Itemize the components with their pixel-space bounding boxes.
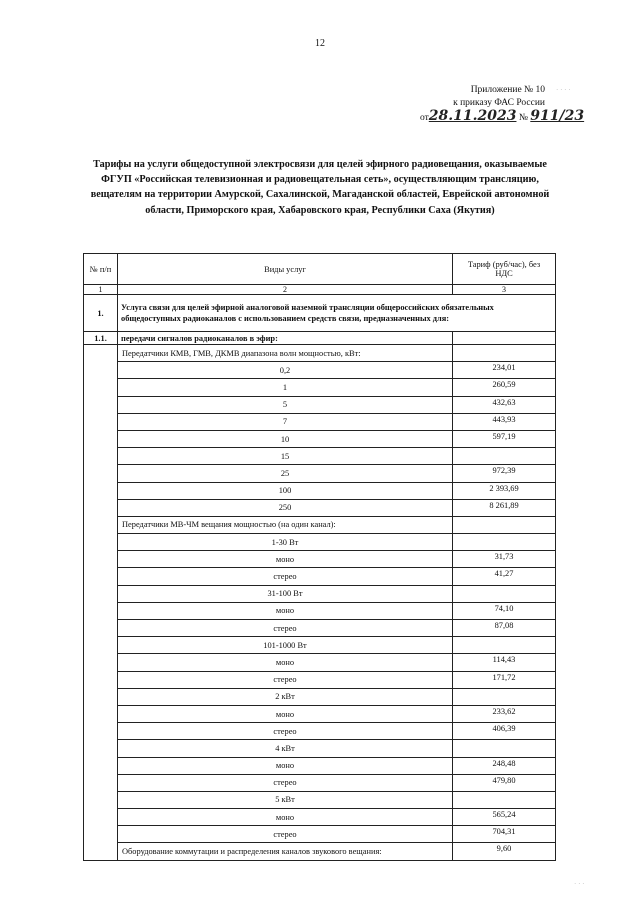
blank-num-cell xyxy=(84,534,118,551)
fm-mono-row-tariff: 114,43 xyxy=(453,654,556,671)
fm-mono-row-label: моно xyxy=(118,551,453,568)
fm-mono-row-label: моно xyxy=(118,757,453,774)
document-title: Тарифы на услуги общедоступной электросвязи для целей эфирного радиовещания, оказываемые ФГУП «Российская телевизионная и радиовещательная сеть», осуществляющим трансляцию, вещателям на территории Амурской, Сахалинской, Магаданской областей, Еврейской автономной области, Приморского края, Хабаровского края, Республики Саха (Якутия) xyxy=(90,159,550,216)
fm-stereo-row xyxy=(84,671,556,688)
blank-num-cell xyxy=(84,602,118,619)
fm-range-row xyxy=(84,637,556,654)
blank-num-cell xyxy=(84,499,118,516)
blank-num-cell xyxy=(84,568,118,585)
blank-num-cell xyxy=(84,620,118,637)
kmv-power-row xyxy=(84,379,556,396)
fm-mono-row-tariff: 74,10 xyxy=(453,602,556,619)
switching-equipment-row-tariff: 9,60 xyxy=(453,843,556,860)
fm-mono-row-label: моно xyxy=(118,654,453,671)
blank-num-cell xyxy=(84,809,118,826)
blank-num-cell xyxy=(84,637,118,654)
kmv-power-row-tariff xyxy=(453,448,556,465)
fm-range-row xyxy=(84,740,556,757)
fm-mono-row-tariff: 565,24 xyxy=(453,809,556,826)
fm-mono-row xyxy=(84,809,556,826)
section-1-number: 1. xyxy=(84,295,118,332)
fm-group-label-row xyxy=(84,516,556,533)
fm-mono-row xyxy=(84,602,556,619)
fm-mono-row-tariff: 248,48 xyxy=(453,757,556,774)
section-1-text: Услуга связи для целей эфирной аналоговой наземной трансляции общероссийских обязательных общедоступных радиоканалов с использованием средств связи, предназначенных для: xyxy=(118,295,556,332)
fm-mono-row-label: моно xyxy=(118,809,453,826)
fm-range-row xyxy=(84,585,556,602)
fm-stereo-row xyxy=(84,568,556,585)
fm-stereo-row-tariff: 704,31 xyxy=(453,826,556,843)
blank-num-cell xyxy=(84,826,118,843)
fm-range-row xyxy=(84,534,556,551)
blank-num-cell xyxy=(84,688,118,705)
fm-stereo-row-tariff: 479,80 xyxy=(453,774,556,791)
appendix-line-1: Приложение № 10 xyxy=(470,85,545,95)
fm-range-row-tariff xyxy=(453,688,556,705)
blank-num-cell xyxy=(84,396,118,413)
order-date-line xyxy=(420,108,585,125)
blank-num-cell xyxy=(84,723,118,740)
fm-stereo-row xyxy=(84,826,556,843)
fm-stereo-row-label: стерео xyxy=(118,671,453,688)
index-cell-3: 3 xyxy=(453,285,556,295)
kmv-group-label-row-tariff xyxy=(453,345,556,362)
fm-stereo-row-label: стерео xyxy=(118,723,453,740)
fm-mono-row-label: моно xyxy=(118,705,453,722)
fm-stereo-row-tariff: 41,27 xyxy=(453,568,556,585)
fm-range-row xyxy=(84,791,556,808)
fm-range-row-label: 101-1000 Вт xyxy=(118,637,453,654)
fm-stereo-row xyxy=(84,774,556,791)
kmv-power-row-label: 10 xyxy=(118,430,453,447)
kmv-group-label-row-label: Передатчики КМВ, ГМВ, ДКМВ диапазона волн мощностью, кВт: xyxy=(118,345,453,362)
page-number: 12 xyxy=(315,38,325,49)
blank-num-cell xyxy=(84,654,118,671)
blank-num-cell xyxy=(84,757,118,774)
kmv-power-row-label: 25 xyxy=(118,465,453,482)
blank-num-cell xyxy=(84,705,118,722)
index-cell-2: 2 xyxy=(118,285,453,295)
fm-mono-row-tariff: 31,73 xyxy=(453,551,556,568)
order-date-handwritten: 28.11.2023 xyxy=(428,108,517,124)
kmv-power-row-label: 250 xyxy=(118,499,453,516)
blank-num-cell xyxy=(84,379,118,396)
fm-range-row-tariff xyxy=(453,585,556,602)
appendix-line-2: к приказу ФАС России xyxy=(453,98,545,108)
appendix-block xyxy=(420,84,585,125)
fm-mono-row-label: моно xyxy=(118,602,453,619)
kmv-power-row-label: 0,2 xyxy=(118,362,453,379)
blank-num-cell xyxy=(84,551,118,568)
kmv-power-row xyxy=(84,448,556,465)
fm-range-row-label: 2 кВт xyxy=(118,688,453,705)
kmv-power-row-tariff: 8 261,89 xyxy=(453,499,556,516)
blank-num-cell xyxy=(84,791,118,808)
fm-stereo-row-label: стерео xyxy=(118,774,453,791)
kmv-power-row-label: 5 xyxy=(118,396,453,413)
fm-range-row-tariff xyxy=(453,740,556,757)
fm-range-row xyxy=(84,688,556,705)
section-1-1-number: 1.1. xyxy=(84,332,118,345)
blank-num-cell xyxy=(84,774,118,791)
fm-range-row-label: 31-100 Вт xyxy=(118,585,453,602)
fm-mono-row xyxy=(84,654,556,671)
tariff-table xyxy=(83,253,556,861)
fm-range-row-label: 5 кВт xyxy=(118,791,453,808)
blank-num-cell xyxy=(84,448,118,465)
fm-group-label-row-label: Передатчики МВ-ЧМ вещания мощностью (на один канал): xyxy=(118,516,453,533)
kmv-power-row xyxy=(84,396,556,413)
index-cell-1: 1 xyxy=(84,285,118,295)
blank-num-cell xyxy=(84,585,118,602)
blank-num-cell xyxy=(84,413,118,430)
blank-num-cell xyxy=(84,671,118,688)
blank-num-cell xyxy=(84,345,118,362)
section-1-row xyxy=(84,295,556,332)
switching-equipment-row-label: Оборудование коммутации и распределения каналов звукового вещания: xyxy=(118,843,453,860)
blank-num-cell xyxy=(84,430,118,447)
order-from-prefix: от xyxy=(420,113,429,123)
section-1-1-tariff-empty xyxy=(453,332,556,345)
kmv-power-row xyxy=(84,499,556,516)
kmv-power-row xyxy=(84,362,556,379)
kmv-power-row-tariff: 972,39 xyxy=(453,465,556,482)
scan-noise-mark: · · · · xyxy=(556,86,571,94)
fm-range-row-tariff xyxy=(453,791,556,808)
kmv-power-row-label: 1 xyxy=(118,379,453,396)
blank-num-cell xyxy=(84,516,118,533)
fm-stereo-row-tariff: 87,08 xyxy=(453,620,556,637)
kmv-power-row-label: 15 xyxy=(118,448,453,465)
kmv-power-row-label: 7 xyxy=(118,413,453,430)
kmv-power-row-tariff: 234,01 xyxy=(453,362,556,379)
kmv-group-label-row xyxy=(84,345,556,362)
fm-mono-row xyxy=(84,705,556,722)
blank-num-cell xyxy=(84,843,118,860)
fm-group-label-row-tariff xyxy=(453,516,556,533)
kmv-power-row xyxy=(84,413,556,430)
fm-stereo-row xyxy=(84,620,556,637)
kmv-power-row xyxy=(84,482,556,499)
table-index-row xyxy=(84,285,556,295)
fm-mono-row-tariff: 233,62 xyxy=(453,705,556,722)
kmv-power-row-tariff: 443,93 xyxy=(453,413,556,430)
fm-mono-row xyxy=(84,551,556,568)
kmv-power-row-tariff: 597,19 xyxy=(453,430,556,447)
fm-range-row-label: 1-30 Вт xyxy=(118,534,453,551)
fm-stereo-row xyxy=(84,723,556,740)
fm-stereo-row-label: стерео xyxy=(118,568,453,585)
fm-stereo-row-tariff: 406,39 xyxy=(453,723,556,740)
fm-stereo-row-tariff: 171,72 xyxy=(453,671,556,688)
table-header-row xyxy=(84,254,556,285)
kmv-power-row-tariff: 260,59 xyxy=(453,379,556,396)
kmv-power-row xyxy=(84,465,556,482)
section-1-1-row xyxy=(84,332,556,345)
section-1-1-text: передачи сигналов радиоканалов в эфир: xyxy=(118,332,453,345)
blank-num-cell xyxy=(84,362,118,379)
scan-noise-mark: · · · xyxy=(574,880,585,888)
switching-equipment-row xyxy=(84,843,556,860)
kmv-power-row xyxy=(84,430,556,447)
order-number-prefix: № xyxy=(518,113,528,123)
header-tariff: Тариф (руб/час), без НДС xyxy=(453,254,556,285)
kmv-power-row-label: 100 xyxy=(118,482,453,499)
fm-range-row-tariff xyxy=(453,637,556,654)
fm-stereo-row-label: стерео xyxy=(118,620,453,637)
header-service: Виды услуг xyxy=(118,254,453,285)
fm-range-row-label: 4 кВт xyxy=(118,740,453,757)
blank-num-cell xyxy=(84,465,118,482)
fm-stereo-row-label: стерео xyxy=(118,826,453,843)
header-num: № п/п xyxy=(84,254,118,285)
kmv-power-row-tariff: 432,63 xyxy=(453,396,556,413)
fm-range-row-tariff xyxy=(453,534,556,551)
kmv-power-row-tariff: 2 393,69 xyxy=(453,482,556,499)
order-number-handwritten: 911/23 xyxy=(530,108,585,124)
blank-num-cell xyxy=(84,482,118,499)
blank-num-cell xyxy=(84,740,118,757)
fm-mono-row xyxy=(84,757,556,774)
